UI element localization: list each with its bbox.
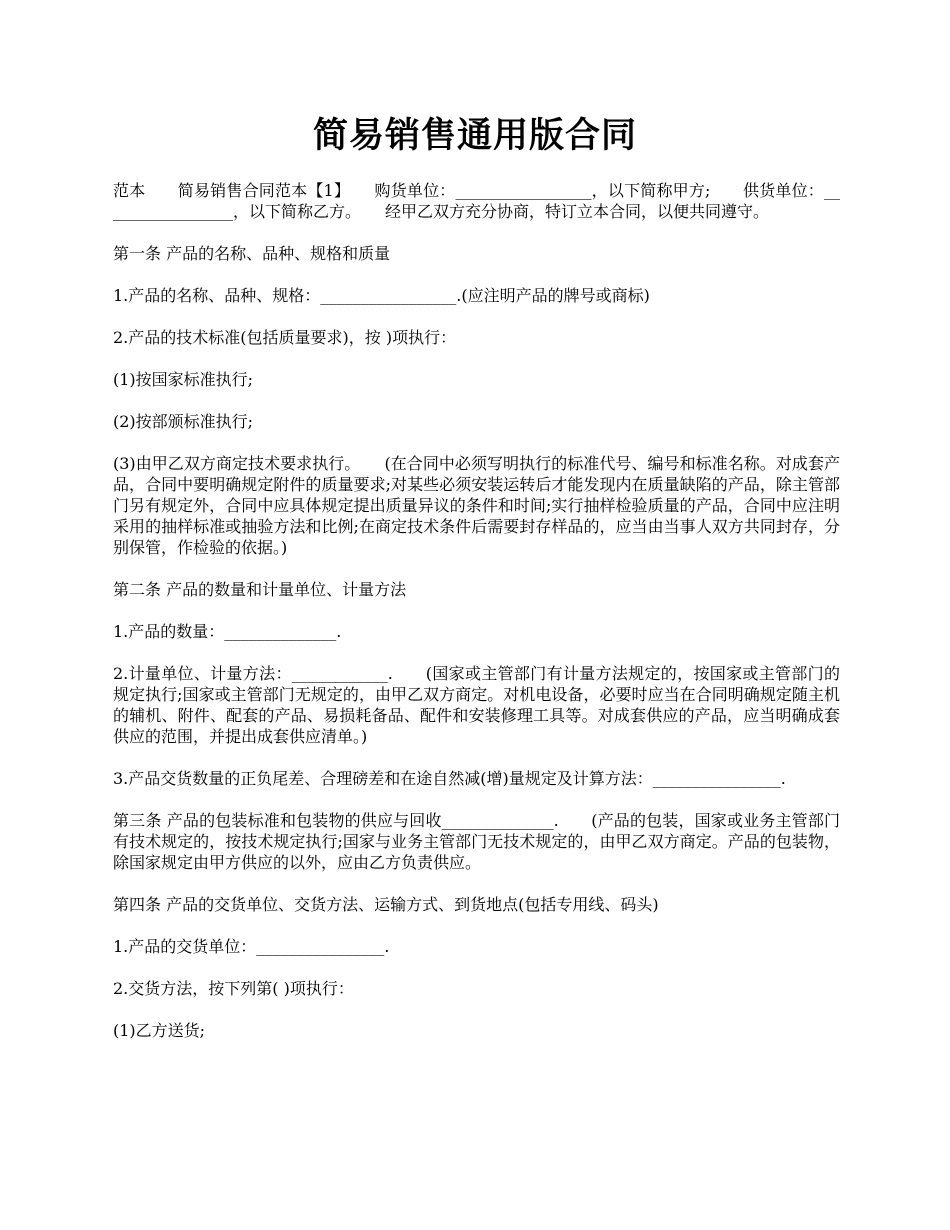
article-2-item-2: 2.计量单位、计量方法：____________. (国家或主管部门有计量方法规定的，按国家或主管部门的规定执行;国家或主管部门无规定的，由甲乙双方商定。对机电设备，必要时应当在合同明确规定随主机的辅机、附件、配套的产品、易损耗备品、配件和安装修理工具等。对成套供应的产品，应当明确成套供应的范围，并提出成套供应清单。) [113,664,840,746]
article-4-item-2: 2.交货方法，按下列第( )项执行： [113,979,354,998]
article-1-option-1: (1)按国家标准执行; [113,370,254,389]
article-3-paragraph: 第三条 产品的包装标准和包装物的供应与回收______________. (产品的包装，国家或业务主管部门有技术规定的，按技术规定执行;国家与业务主管部门无技术规定的，由甲乙双方商定。产品的包装物，除国家规定由甲方供应的以外，应由乙方负责供应。 [113,811,840,872]
article-4-option-1: (1)乙方送货; [113,1021,206,1040]
article-1-item-2: 2.产品的技术标准(包括质量要求)，按 )项执行： [113,328,457,347]
intro-paragraph: 范本 简易销售合同范本【1】 购货单位：_________________，以下简称甲方; 供货单位：_________________，以下简称乙方。 经甲乙双方充分协商，特订立本合同，以便共同遵守。 [113,181,840,221]
article-1-option-2: (2)按部颁标准执行; [113,412,254,431]
article-2-heading: 第二条 产品的数量和计量单位、计量方法 [113,580,407,599]
document-title: 简易销售通用版合同 [312,115,637,156]
article-2-item-3: 3.产品交货数量的正负尾差、合理磅差和在途自然减(增)量规定及计算方法：________________. [113,769,786,788]
document-body [113,180,840,1062]
article-1-option-3: (3)由甲乙双方商定技术要求执行。 (在合同中必须写明执行的标准代号、编号和标准名称。对成套产品，合同中要明确规定附件的质量要求;对某些必须安装运转后才能发现内在质量缺陷的产品，除主管部门另有规定外，合同中应具体规定提出质量异议的条件和时间;实行抽样检验质量的产品，合同中应注明采用的抽样标准或抽验方法和比例;在商定技术条件后需要封存样品的，应当由当事人双方共同封存，分别保管，作检验的依据。) [113,454,840,557]
article-4-item-1: 1.产品的交货单位：________________. [113,937,390,956]
article-2-item-1: 1.产品的数量：______________. [113,622,342,641]
article-1-heading: 第一条 产品的名称、品种、规格和质量 [113,244,391,263]
article-1-item-1: 1.产品的名称、品种、规格：_________________.(应注明产品的牌号或商标) [113,286,650,305]
article-4-heading: 第四条 产品的交货单位、交货方法、运输方式、到货地点(包括专用线、码头) [113,895,659,914]
